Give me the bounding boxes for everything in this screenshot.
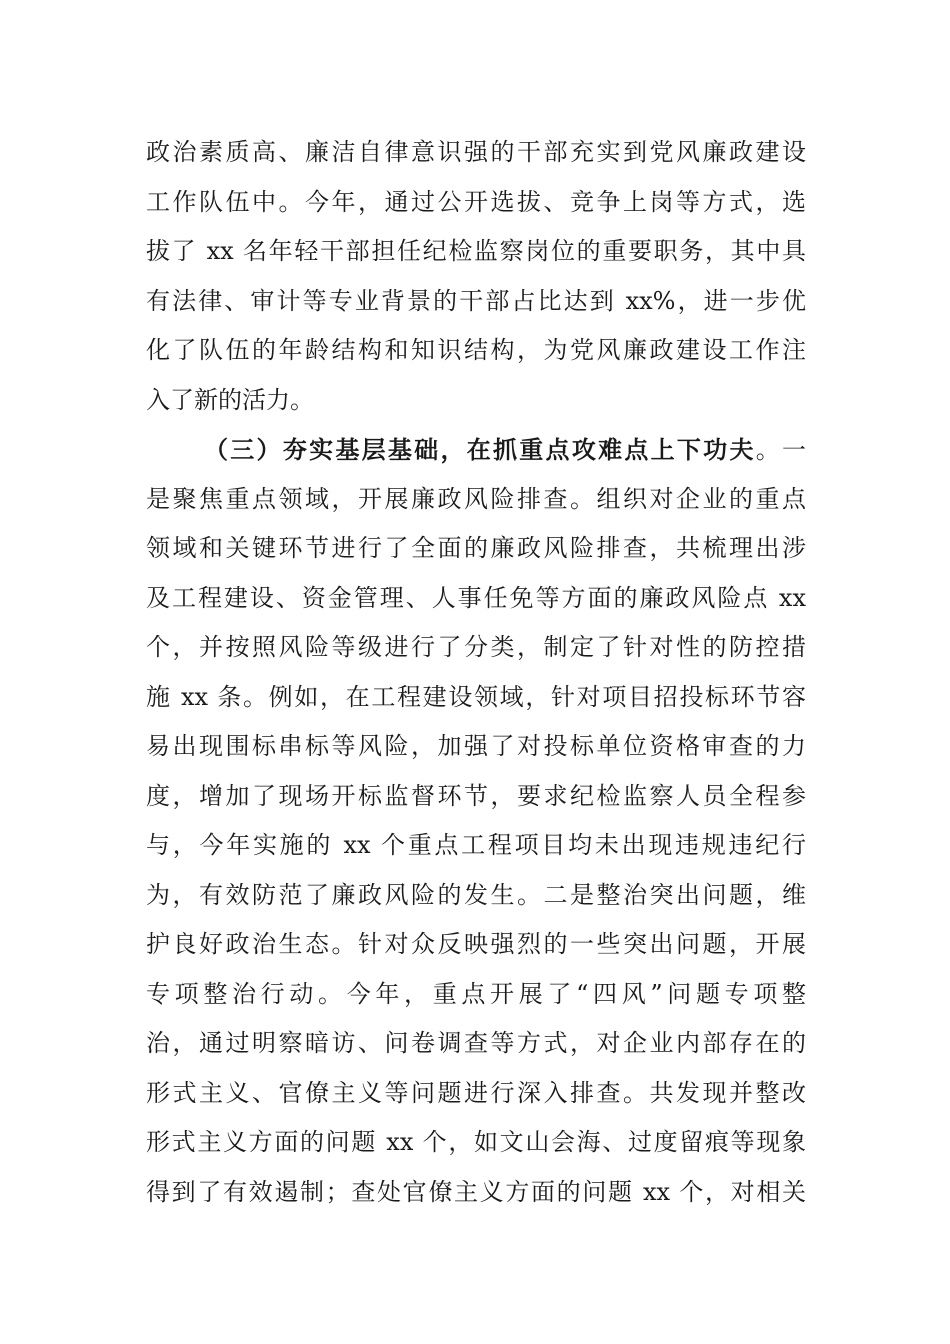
- text-line: 工作队伍中。今年，通过公开选拔、竞争上岗等方式，选: [146, 187, 806, 216]
- text-line: 护良好政治生态。针对众反映强烈的一些突出问题，开展: [146, 930, 806, 958]
- text-line: 易出现围标串标等风险，加强了对投标单位资格审查的力: [146, 732, 806, 760]
- text-line: 与，今年实施的 xx 个重点工程项目均未出现违规违纪行: [146, 831, 806, 859]
- text-line: 是聚焦重点领域，开展廉政风险排查。组织对企业的重点: [146, 484, 806, 513]
- document-body: [146, 128, 806, 1217]
- text-line: 政治素质高、廉洁自律意识强的干部充实到党风廉政建设: [146, 138, 806, 166]
- text-line: 入了新的活力。: [146, 385, 314, 414]
- heading-tail-text: 。一: [755, 436, 806, 464]
- text-line: 得到了有效遏制；查处官僚主义方面的问题 xx 个，对相关: [146, 1177, 806, 1206]
- text-line: 度，增加了现场开标监督环节，要求纪检监察人员全程参: [146, 781, 806, 810]
- text-line: 形式主义方面的问题 xx 个，如文山会海、过度留痕等现象: [146, 1128, 806, 1156]
- section-heading-line: [146, 425, 806, 475]
- text-line: 及工程建设、资金管理、人事任免等方面的廉政风险点 xx: [146, 583, 806, 612]
- text-line: 领域和关键环节进行了全面的廉政风险排查，共梳理出涉: [146, 534, 806, 562]
- text-line: 化了队伍的年龄结构和知识结构，为党风廉政建设工作注: [146, 336, 806, 364]
- text-line: 形式主义、官僚主义等问题进行深入排查。共发现并整改: [146, 1078, 806, 1107]
- text-line: 专项整治行动。今年，重点开展了“四风”问题专项整: [146, 979, 806, 1008]
- text-line: 拔了 xx 名年轻干部担任纪检监察岗位的重要职务，其中具: [146, 237, 806, 265]
- text-line: 有法律、审计等专业背景的干部占比达到 xx%，进一步优: [146, 286, 806, 315]
- text-line: 为，有效防范了廉政风险的发生。二是整治突出问题，维: [146, 880, 806, 909]
- text-line: 个，并按照风险等级进行了分类，制定了针对性的防控措: [146, 633, 806, 661]
- text-line: 治，通过明察暗访、问卷调查等方式，对企业内部存在的: [146, 1029, 806, 1057]
- section-heading: （三）夯实基层基础，在抓重点攻难点上下功夫: [204, 435, 756, 464]
- paragraph-grassroots: [146, 425, 806, 1217]
- paragraph-team-building: [146, 128, 806, 425]
- text-line: 施 xx 条。例如，在工程建设领域，针对项目招投标环节容: [146, 682, 806, 711]
